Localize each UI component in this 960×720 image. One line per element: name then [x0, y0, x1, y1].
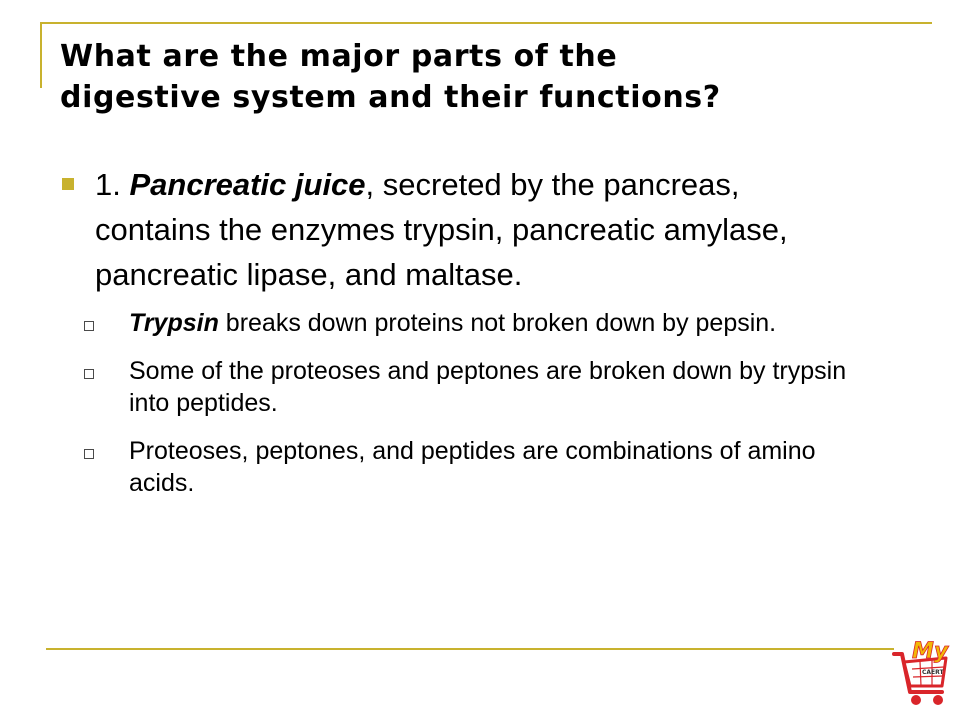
checkbox-bullet-icon: [84, 449, 94, 459]
sub-bullet-list: [62, 307, 862, 499]
logo-subtext: CAERT: [922, 669, 944, 676]
shopping-cart-icon: [888, 636, 952, 712]
sub-bullet-term: Trypsin: [129, 309, 219, 337]
title-line-1: What are the major parts of the: [60, 39, 618, 74]
frame-bottom-line: [46, 648, 894, 650]
sub-bullet: [82, 355, 862, 419]
main-bullet-prefix: 1.: [95, 167, 130, 202]
checkbox-bullet-icon: [84, 369, 94, 379]
square-bullet-icon: [62, 178, 74, 190]
main-bullet-term: Pancreatic juice: [129, 167, 366, 202]
sub-bullet: [82, 435, 862, 499]
slide-title: [60, 36, 920, 118]
sub-bullet-text: breaks down proteins not broken down by pepsin.: [218, 309, 777, 337]
sub-bullet: [82, 307, 862, 339]
frame-left-line: [40, 22, 42, 88]
sub-bullet-text: Proteoses, peptones, and peptides are combinations of amino acids.: [129, 437, 816, 497]
main-bullet-text: , secreted by the pancreas, contains the enzymes trypsin, pancreatic amylase, pancreatic lipase, and maltase.: [95, 167, 788, 292]
main-bullet: [62, 162, 862, 297]
frame-top-line: [40, 22, 932, 24]
checkbox-bullet-icon: [84, 321, 94, 331]
title-line-2: digestive system and their functions?: [60, 80, 721, 115]
logo-text: My: [912, 639, 949, 664]
mycaert-logo: [888, 636, 952, 712]
slide-content: [62, 162, 862, 515]
sub-bullet-text: Some of the proteoses and peptones are broken down by trypsin into peptides.: [129, 357, 847, 417]
